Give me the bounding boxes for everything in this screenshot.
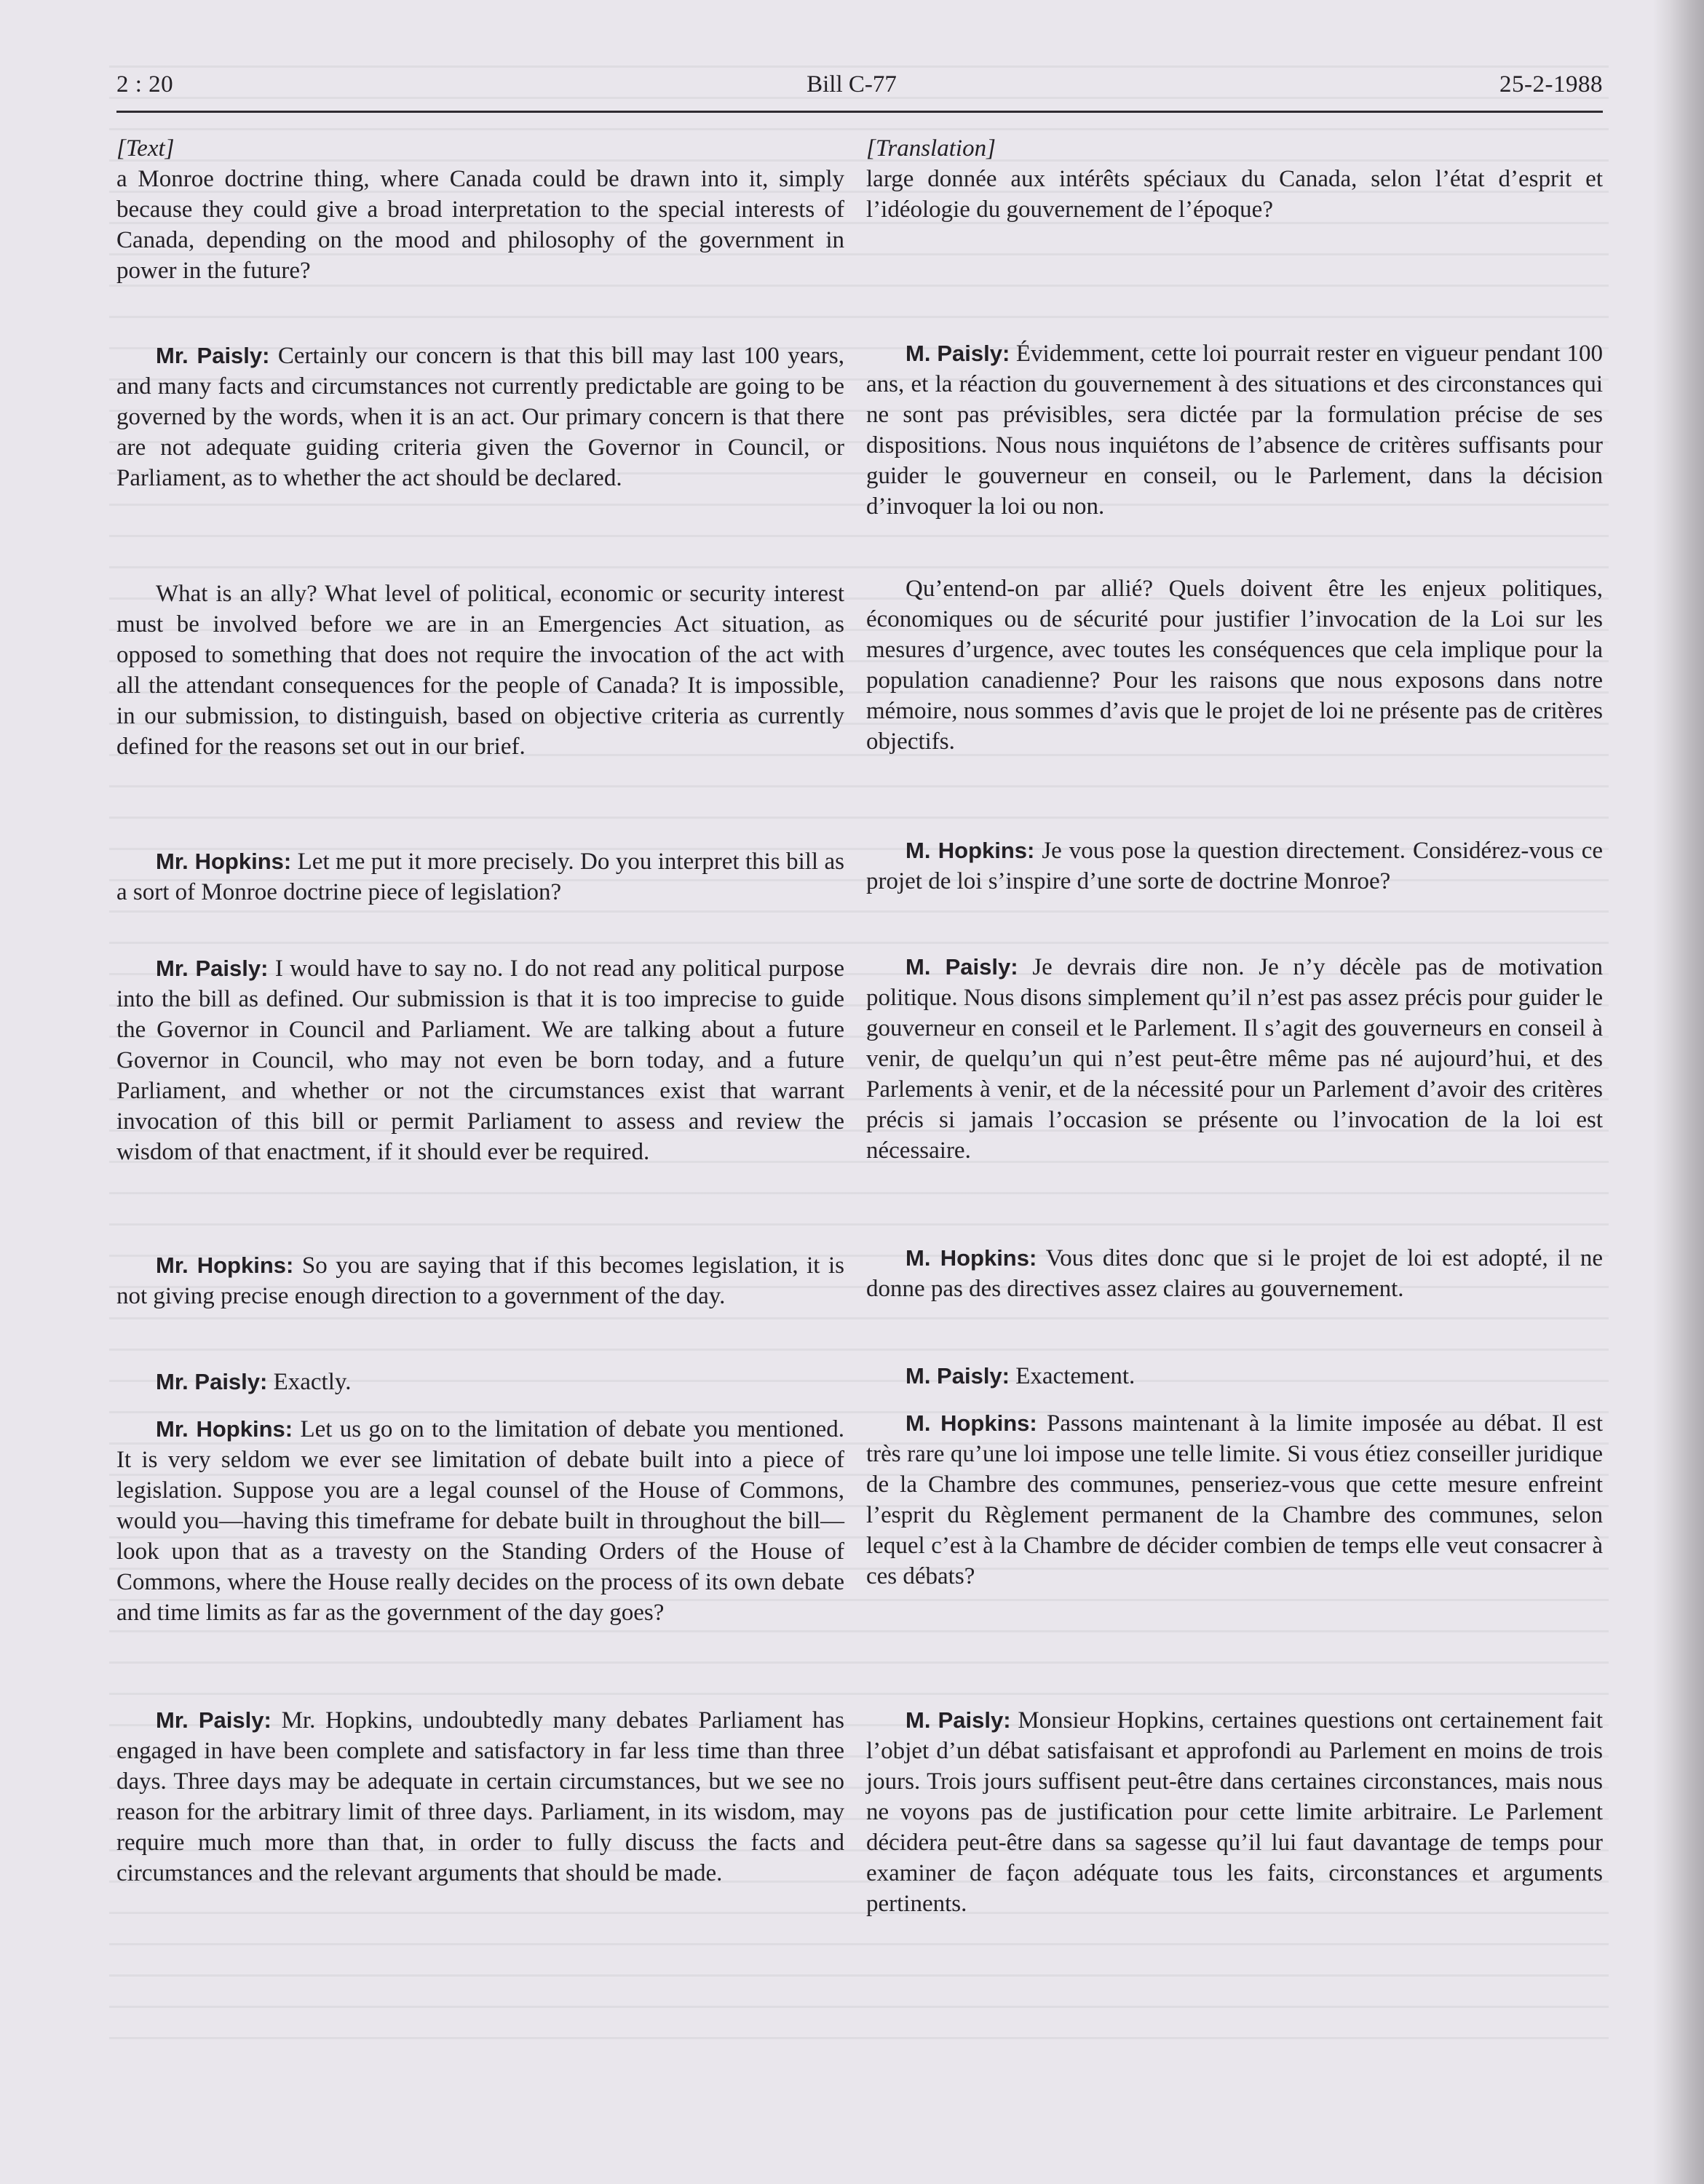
page-date: 25-2-1988 [1499, 71, 1603, 98]
french-paragraph: M. Paisly: Je devrais dire non. Je n’y décèle pas de motivation politique. Nous disons simplement qu’il n’est pas assez précis pour guider le gouverneur en conseil et le Parlement. Il s’agit des gouverneurs en conseil à venir, de quelqu’un qui n’est peut-être même pas né aujourd’hui, et des Parlements à venir, et de la nécessité pour un Parlement d’avoir des critères précis si jamais l’occasion se présente ou l’invocation de la loi est nécessaire. [866, 954, 1604, 1164]
french-paragraph: M. Hopkins: Vous dites donc que si le projet de loi est adopté, il ne donne pas des directives assez claires au gouvernement. [866, 1245, 1603, 1302]
speaker-name: M. Paisly: [906, 954, 1018, 980]
speaker-name: Mr. Paisly: [156, 1369, 268, 1394]
french-paragraph: M. Paisly: Exactement. [906, 1363, 1136, 1389]
running-title: Bill C-77 [807, 71, 897, 98]
speaker-name: Mr. Paisly: [156, 343, 270, 368]
english-paragraph: Mr. Paisly: Mr. Hopkins, undoubtedly many debates Parliament has engaged in have been complete and satisfactory in far less time than three days. Three days may be adequate in certain circumstances, but we see no reason for the arbitrary limit of three days. Parliament, in its wisdom, may require much more than that, in order to fully discuss the facts and circumstances and the relevant arguments that should be made. [116, 1707, 844, 1886]
french-paragraph: large donnée aux intérêts spéciaux du Canada, selon l’état d’esprit et l’idéologie du gouvernement de l’époque? [866, 166, 1603, 223]
french-paragraph: M. Paisly: Monsieur Hopkins, certaines questions ont certainement fait l’objet d’un débat satisfaisant et approfondi au Parlement en moins de trois jours. Trois jours suffisent peut-être dans certaines circonstances, mais nous ne voyons pas de justification pour cette limite arbitraire. Le Parlement décidera peut-être dans sa sagesse qu’il lui faut davantage de temps pour examiner de façon adéquate tous les faits, circonstances et arguments pertinents. [866, 1707, 1604, 1917]
french-paragraph: Qu’entend-on par allié? Quels doivent être les enjeux politiques, économiques ou de sécurité pour justifier l’invocation de la Loi sur les mesures d’urgence, avec toutes les conséquences que cela implique pour la population canadienne? Pour les raisons que nous exposons dans notre mémoire, nous sommes d’avis que le projet de loi ne présente pas de critères objectifs. [866, 576, 1603, 755]
french-paragraph: M. Hopkins: Passons maintenant à la limite imposée au débat. Il est très rare qu’une loi impose une telle limite. Si vous étiez conseiller juridique de la Chambre des communes, penseriez-vous que cette mesure enfreint l’esprit du Règlement permanent de la Chambre des communes, selon lequel c’est à la Chambre de décider combien de temps elle veut consacrer à ces débats? [866, 1410, 1603, 1589]
page-edge-shadow [1653, 0, 1704, 2184]
header-rule [116, 111, 1603, 113]
page-number: 2 : 20 [116, 71, 174, 98]
english-paragraph: Mr. Hopkins: Let me put it more precisely. Do you interpret this bill as a sort of Monroe doctrine piece of legislation? [116, 849, 844, 905]
english-paragraph: Mr. Paisly: I would have to say no. I do not read any political purpose into the bill as defined. Our submission is that it is too imprecise to guide the Governor in Council and Parliament. We are talking about a future Governor in Council, who may not even be born today, and a future Parliament, and whether or not the circumstances exist that warrant invocation of this bill or permit Parliament to assess and review the wisdom of that enactment, if it should ever be required. [116, 956, 844, 1165]
speaker-name: M. Paisly: [906, 1707, 1011, 1733]
english-column-tag: [Text] [116, 135, 175, 162]
speaker-name: M. Hopkins: [906, 1245, 1037, 1271]
speaker-name: M. Hopkins: [906, 1410, 1037, 1436]
speaker-name: Mr. Paisly: [156, 1707, 272, 1733]
speaker-name: M. Paisly: [906, 1363, 1010, 1389]
english-paragraph: What is an ally? What level of political, economic or security interest must be involved before we are in an Emergencies Act situation, as opposed to something that does not require the invocation of the act with all the attendant consequences for the people of Canada? It is impossible, in our submission, to distinguish, based on objective criteria as currently defined for the reasons set out in our brief. [116, 581, 844, 760]
french-column-tag: [Translation] [866, 135, 996, 162]
english-paragraph: Mr. Paisly: Exactly. [156, 1369, 352, 1395]
english-paragraph: Mr. Paisly: Certainly our concern is that this bill may last 100 years, and many facts and circumstances not currently predictable are going to be governed by the words, when it is an act. Our primary concern is that there are not adequate guiding criteria given the Governor in Council, or Parliament, as to whether the act should be declared. [116, 343, 844, 491]
speaker-name: M. Paisly: [906, 341, 1010, 366]
speaker-name: Mr. Paisly: [156, 956, 269, 981]
english-paragraph: Mr. Hopkins: Let us go on to the limitation of debate you mentioned. It is very seldom we ever see limitation of debate built into a piece of legislation. Suppose you are a legal counsel of the House of Commons, would you—having this timeframe for debate built in throughout the bill—look upon that as a travesty on the Standing Orders of the House of Commons, where the House really decides on the process of its own debate and time limits as far as the government of the day goes? [116, 1416, 845, 1626]
speaker-name: M. Hopkins: [906, 838, 1035, 863]
english-paragraph: Mr. Hopkins: So you are saying that if this becomes legislation, it is not giving precise enough direction to a government of the day. [116, 1252, 845, 1309]
french-column [866, 133, 1603, 1996]
english-column [116, 133, 844, 1967]
french-paragraph: M. Paisly: Évidemment, cette loi pourrait rester en vigueur pendant 100 ans, et la réaction du gouvernement à des situations et des circonstances qui ne sont pas prévisibles, sera dictée par la formulation précise de ses dispositions. Nous nous inquiétons de l’absence de critères suffisants pour guider le gouverneur en conseil, ou le Parlement, dans la décision d’invoquer la loi ou non. [866, 341, 1603, 520]
speaker-name: Mr. Hopkins: [156, 1416, 293, 1442]
english-paragraph: a Monroe doctrine thing, where Canada could be drawn into it, simply because they could give a broad interpretation to the special interests of Canada, depending on the mood and philosophy of the government in power in the future? [116, 166, 844, 284]
french-paragraph: M. Hopkins: Je vous pose la question directement. Considérez-vous ce projet de loi s’inspire d’une sorte de doctrine Monroe? [866, 838, 1604, 894]
speaker-name: Mr. Hopkins: [156, 1252, 294, 1278]
speaker-name: Mr. Hopkins: [156, 849, 292, 874]
